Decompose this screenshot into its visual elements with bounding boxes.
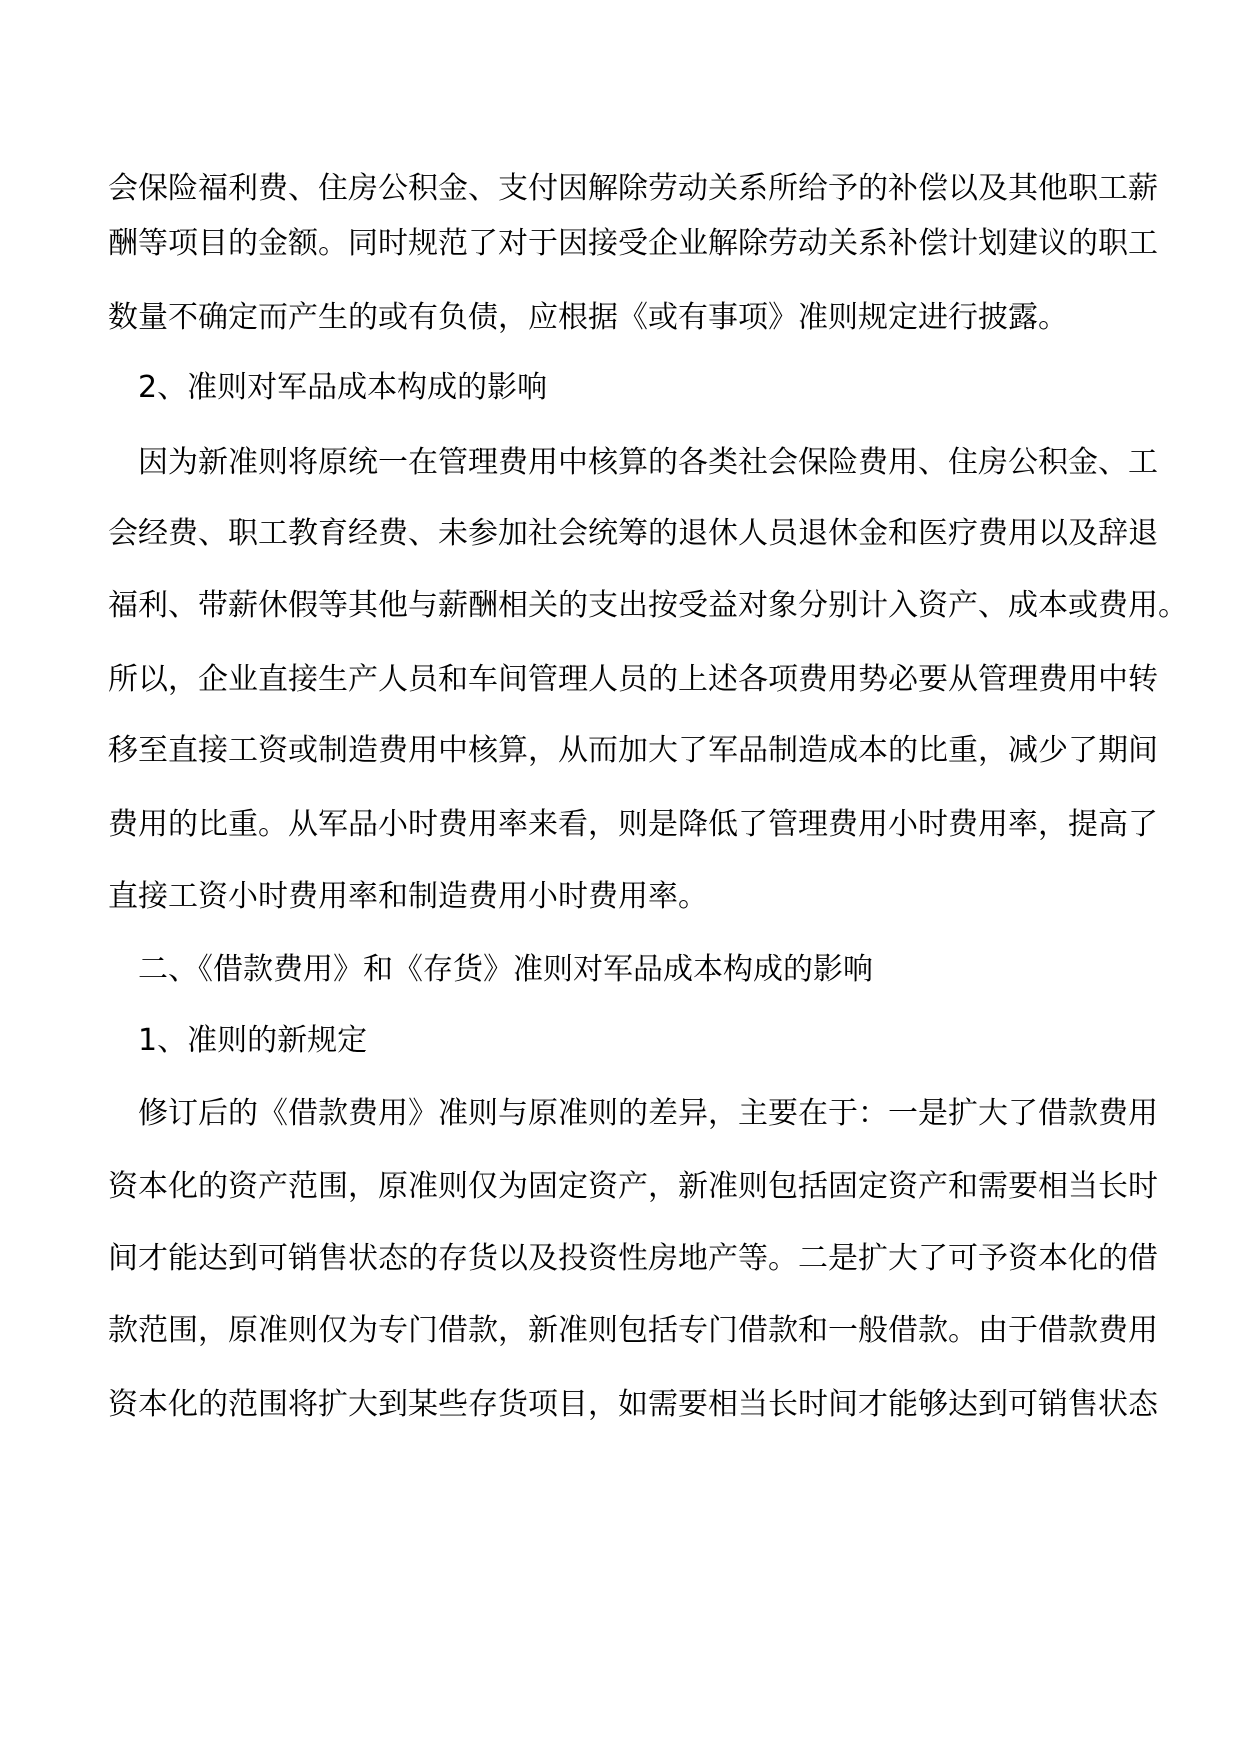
paragraph-line: 数量不确定而产生的或有负债，应根据《或有事项》准则规定进行披露。 <box>108 300 1068 335</box>
paragraph-line: 因为新准则将原统一在管理费用中核算的各类社会保险费用、住房公积金、工 <box>138 445 1158 480</box>
paragraph-line: 资本化的资产范围，原准则仅为固定资产，新准则包括固定资产和需要相当长时 <box>108 1169 1158 1204</box>
paragraph-line: 会保险福利费、住房公积金、支付因解除劳动关系所给予的补偿以及其他职工薪 <box>108 171 1158 206</box>
paragraph-line: 资本化的范围将扩大到某些存货项目，如需要相当长时间才能够达到可销售状态 <box>108 1387 1158 1422</box>
paragraph-line: 会经费、职工教育经费、未参加社会统筹的退休人员退休金和医疗费用以及辞退 <box>108 516 1158 551</box>
paragraph-line: 直接工资小时费用率和制造费用小时费用率。 <box>108 879 708 914</box>
paragraph-line: 所以，企业直接生产人员和车间管理人员的上述各项费用势必要从管理费用中转 <box>108 662 1158 697</box>
paragraph-line: 修订后的《借款费用》准则与原准则的差异，主要在于：一是扩大了借款费用 <box>138 1096 1158 1131</box>
paragraph-line: 费用的比重。从军品小时费用率来看，则是降低了管理费用小时费用率，提高了 <box>108 807 1158 842</box>
paragraph-line: 间才能达到可销售状态的存货以及投资性房地产等。二是扩大了可予资本化的借 <box>108 1241 1158 1276</box>
paragraph-line: 款范围，原准则仅为专门借款，新准则包括专门借款和一般借款。由于借款费用 <box>108 1313 1158 1348</box>
paragraph-line: 移至直接工资或制造费用中核算，从而加大了军品制造成本的比重，减少了期间 <box>108 733 1158 768</box>
subsection-heading: 1、准则的新规定 <box>138 1023 368 1058</box>
section-heading: 二、《借款费用》和《存货》准则对军品成本构成的影响 <box>138 952 873 987</box>
paragraph-line: 福利、带薪休假等其他与薪酬相关的支出按受益对象分别计入资产、成本或费用。 <box>108 588 1188 623</box>
section-heading: 2、准则对军品成本构成的影响 <box>138 370 548 405</box>
paragraph-line: 酬等项目的金额。同时规范了对于因接受企业解除劳动关系补偿计划建议的职工 <box>108 226 1158 261</box>
